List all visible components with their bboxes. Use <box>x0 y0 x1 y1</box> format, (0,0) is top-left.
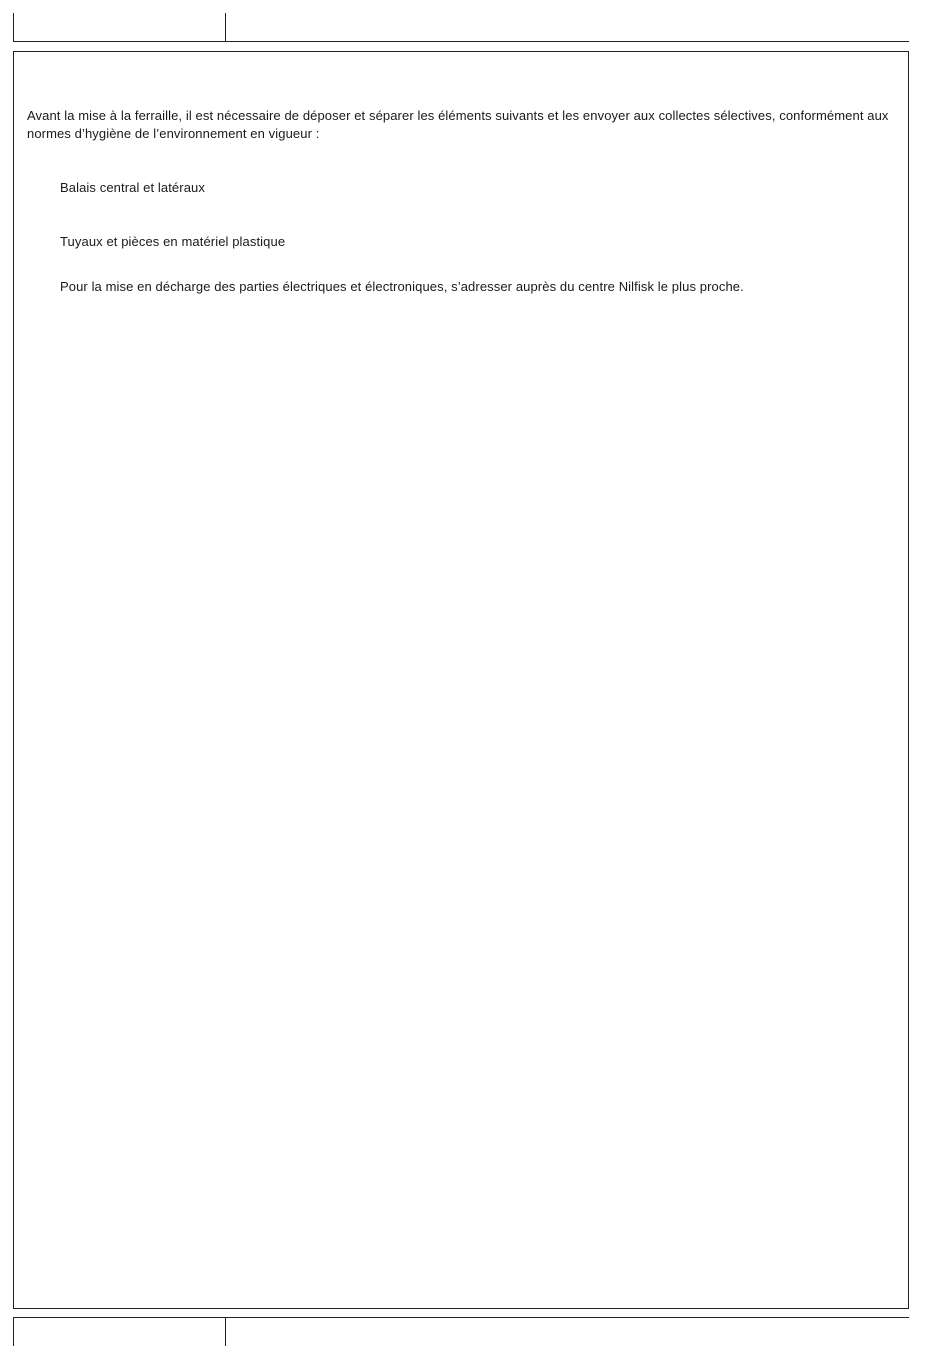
list-item: Pour la mise en décharge des parties électriques et électroniques, s’adresser auprès du centre Nilfisk le plus proche. <box>60 279 744 294</box>
list-item: Tuyaux et pièces en matériel plastique <box>60 234 286 249</box>
list-item: Balais central et latéraux <box>60 180 205 195</box>
header-cell-divider <box>225 13 226 41</box>
footer-rule <box>13 1317 909 1318</box>
header-rule <box>13 41 909 42</box>
intro-paragraph: Avant la mise à la ferraille, il est nécessaire de déposer et séparer les éléments suivants et les envoyer aux collectes sélectives, conformément aux normes d’hygiène de l’environnement en vigueur : <box>27 108 889 141</box>
footer-left-edge <box>13 1317 14 1346</box>
header-left-edge <box>13 13 14 41</box>
footer-cell-divider <box>225 1317 226 1346</box>
